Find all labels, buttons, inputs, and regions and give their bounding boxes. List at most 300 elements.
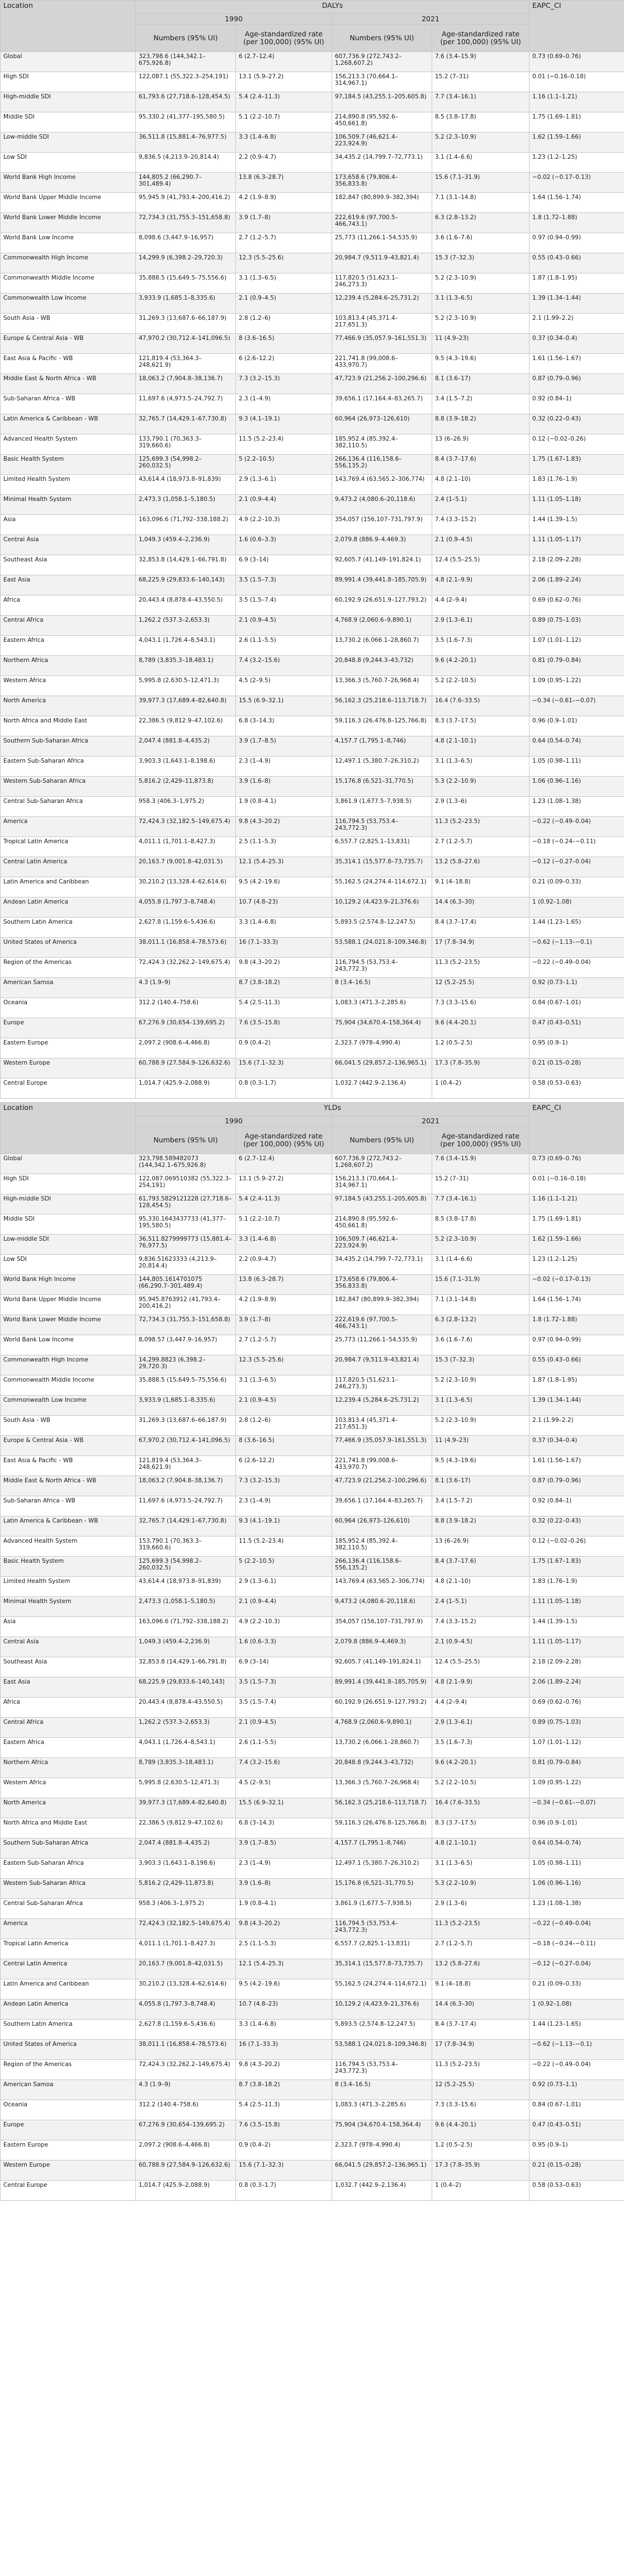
eapc-cell: 0.32 (0.22–0.43) — [530, 414, 624, 434]
numbers-2021-cell: 214,890.8 (95,592.6–450,661.8) — [332, 112, 432, 133]
rate-2021-cell: 3.4 (1.5–7.2) — [432, 394, 530, 414]
table-row — [1, 1315, 624, 1335]
location-cell: High SDI — [1, 72, 136, 92]
eapc-cell: 1.75 (1.67–1.83) — [530, 1557, 624, 1577]
table-row — [1, 1396, 624, 1416]
location-cell: Central Sub-Saharan Africa — [1, 797, 136, 817]
eapc-cell: 1.75 (1.69–1.81) — [530, 112, 624, 133]
table-row — [1, 1899, 624, 1919]
numbers-2021-cell: 39,656.1 (17,164.4–83,265.7) — [332, 394, 432, 414]
numbers-1990-cell: 22,386.5 (9,812.9–47,102.6) — [136, 1818, 236, 1838]
table-row — [1, 1496, 624, 1516]
numbers-2021-cell: 60,192.9 (26,651.9–127,793.2) — [332, 595, 432, 616]
eapc-cell: 1.83 (1.76–1.9) — [530, 1577, 624, 1597]
numbers-1990-cell: 1,014.7 (425.9–2,088.9) — [136, 2181, 236, 2201]
rate-2021-cell: 16.4 (7.6–33.5) — [432, 696, 530, 716]
numbers-2021-cell: 116,794.5 (53,753.4–243,772.3) — [332, 2060, 432, 2080]
eapc-cell: 1.09 (0.95–1.22) — [530, 1778, 624, 1798]
rate-2021-cell: 17.3 (7.8–35.9) — [432, 1058, 530, 1079]
numbers-1990-cell: 4,055.8 (1,797.3–8,748.4) — [136, 2000, 236, 2020]
rate-1990-cell: 2.7 (1.2–5.7) — [236, 1335, 332, 1355]
rate-1990-cell: 5.4 (2.5–11.3) — [236, 2100, 332, 2120]
location-cell: Oceania — [1, 998, 136, 1018]
rate-header: Age-standardized rate (per 100,000) (95% UI) — [432, 1127, 530, 1154]
eapc-cell: 1.62 (1.59–1.66) — [530, 133, 624, 153]
table-row — [1, 1537, 624, 1557]
location-cell: Southern Sub-Saharan Africa — [1, 736, 136, 757]
table-row — [1, 1577, 624, 1597]
numbers-1990-cell: 4,011.1 (1,701.1–8,427.3) — [136, 837, 236, 857]
eapc-cell: 0.64 (0.54–0.74) — [530, 1838, 624, 1859]
rate-2021-cell: 9.1 (4–18.8) — [432, 1979, 530, 2000]
rate-1990-cell: 2.1 (0.9–4.4) — [236, 1597, 332, 1617]
eapc-cell: 0.87 (0.79–0.96) — [530, 374, 624, 394]
rate-1990-cell: 12.3 (5.5–25.6) — [236, 253, 332, 273]
numbers-1990-cell: 1,049.3 (459.4–2,236.9) — [136, 535, 236, 555]
numbers-1990-cell: 958.3 (406.3–1,975.2) — [136, 1899, 236, 1919]
rate-1990-cell: 13.8 (6.3–28.7) — [236, 173, 332, 193]
eapc-cell: 0.92 (0.84–1) — [530, 394, 624, 414]
rate-1990-cell: 7.3 (3.2–15.3) — [236, 374, 332, 394]
location-cell: Eastern Africa — [1, 636, 136, 656]
eapc-cell: 1.11 (1.05–1.18) — [530, 1597, 624, 1617]
table-row — [1, 273, 624, 294]
numbers-1990-cell: 4.3 (1.9–9) — [136, 978, 236, 998]
eapc-cell: 0.81 (0.79–0.84) — [530, 656, 624, 676]
table-row — [1, 314, 624, 334]
location-cell: Latin America & Caribbean - WB — [1, 1516, 136, 1537]
numbers-header: Numbers (95% UI) — [136, 1127, 236, 1154]
numbers-2021-cell: 106,509.7 (46,621.4–223,924.9) — [332, 133, 432, 153]
rate-1990-cell: 12.1 (5.4–25.3) — [236, 857, 332, 877]
numbers-2021-cell: 1,083.3 (471.3–2,285.6) — [332, 998, 432, 1018]
location-cell: North Africa and Middle East — [1, 1818, 136, 1838]
numbers-2021-cell: 10,129.2 (4,423.9–21,376.6) — [332, 2000, 432, 2020]
numbers-1990-cell: 2,097.2 (908.6–4,466.8) — [136, 2140, 236, 2161]
rate-2021-cell: 8.1 (3.6–17) — [432, 374, 530, 394]
numbers-2021-cell: 20,984.7 (9,511.9–43,821.4) — [332, 253, 432, 273]
table-row — [1, 72, 624, 92]
eapc-cell: −0.34 (−0.61–−0.07) — [530, 1798, 624, 1818]
eapc-header: EAPC_CI — [530, 1, 624, 52]
table-row — [1, 656, 624, 676]
numbers-1990-cell: 163,096.6 (71,792–338,188.2) — [136, 1617, 236, 1637]
rate-1990-cell: 8.7 (3.8–18.2) — [236, 978, 332, 998]
eapc-cell: 0.21 (0.15–0.28) — [530, 1058, 624, 1079]
table-row — [1, 133, 624, 153]
numbers-1990-cell: 8,789 (3,835.3–18,483.1) — [136, 1758, 236, 1778]
year-1990-header: 1990 — [136, 1116, 332, 1127]
numbers-1990-cell: 5,995.8 (2,630.5–12,471.3) — [136, 676, 236, 696]
eapc-cell: 1.23 (1.2–1.25) — [530, 153, 624, 173]
eapc-cell: 0.12 (−0.02–0.26) — [530, 1537, 624, 1557]
rate-1990-cell: 1.6 (0.6–3.3) — [236, 1637, 332, 1657]
numbers-2021-cell: 92,605.7 (41,149–191,824.1) — [332, 555, 432, 575]
numbers-1990-cell: 9,836.51623333 (4,213.9–20,814.4) — [136, 1255, 236, 1275]
rate-2021-cell: 9.5 (4.3–19.6) — [432, 354, 530, 374]
location-cell: Low-middle SDI — [1, 133, 136, 153]
table-row — [1, 716, 624, 736]
eapc-cell: −0.02 (−0.17–0.13) — [530, 173, 624, 193]
numbers-2021-cell: 8 (3.4–16.5) — [332, 978, 432, 998]
rate-1990-cell: 2.8 (1.2–6) — [236, 1416, 332, 1436]
location-cell: World Bank High Income — [1, 1275, 136, 1295]
numbers-2021-cell: 8 (3.4–16.5) — [332, 2080, 432, 2100]
numbers-2021-cell: 182,847 (80,899.9–382,394) — [332, 193, 432, 213]
numbers-2021-cell: 116,794.5 (53,753.4–243,772.3) — [332, 817, 432, 837]
numbers-2021-cell: 92,605.7 (41,149–191,824.1) — [332, 1657, 432, 1677]
rate-2021-cell: 17 (7.8–34.9) — [432, 938, 530, 958]
table-row — [1, 1778, 624, 1798]
rate-2021-cell: 3.1 (1.3–6.5) — [432, 1396, 530, 1416]
eapc-cell: 1.11 (1.05–1.17) — [530, 535, 624, 555]
eapc-cell: 0.73 (0.69–0.76) — [530, 52, 624, 72]
numbers-2021-cell: 56,162.3 (25,218.6–113,718.7) — [332, 1798, 432, 1818]
location-cell: Commonwealth High Income — [1, 253, 136, 273]
table-row — [1, 575, 624, 595]
eapc-header: EAPC_CI — [530, 1103, 624, 1154]
table-row — [1, 958, 624, 978]
numbers-1990-cell: 2,627.8 (1,159.6–5,436.6) — [136, 2020, 236, 2040]
numbers-2021-cell: 2,323.7 (978–4,990.4) — [332, 2140, 432, 2161]
location-cell: Southern Sub-Saharan Africa — [1, 1838, 136, 1859]
location-cell: Tropical Latin America — [1, 1939, 136, 1959]
rate-2021-cell: 11 (4.9–23) — [432, 334, 530, 354]
rate-2021-cell: 7.1 (3.1–14.8) — [432, 193, 530, 213]
rate-2021-cell: 2.7 (1.2–5.7) — [432, 837, 530, 857]
numbers-2021-cell: 55,162.5 (24,274.4–114,672.1) — [332, 1979, 432, 2000]
numbers-1990-cell: 36,511.8 (15,881.4–76,977.5) — [136, 133, 236, 153]
eapc-cell: 1.64 (1.56–1.74) — [530, 193, 624, 213]
eapc-cell: 1.39 (1.34–1.44) — [530, 1396, 624, 1416]
numbers-1990-cell: 11,697.6 (4,973.5–24,792.7) — [136, 394, 236, 414]
numbers-2021-cell: 77,466.9 (35,057.9–161,551.3) — [332, 1436, 432, 1456]
table-row — [1, 1235, 624, 1255]
rate-2021-cell: 8.3 (3.7–17.5) — [432, 1818, 530, 1838]
numbers-1990-cell: 39,977.3 (17,689.4–82,640.8) — [136, 696, 236, 716]
rate-1990-cell: 7.4 (3.2–15.6) — [236, 1758, 332, 1778]
eapc-cell: 2.18 (2.09–2.28) — [530, 1657, 624, 1677]
location-cell: American Samoa — [1, 2080, 136, 2100]
eapc-cell: −0.22 (−0.49–0.04) — [530, 817, 624, 837]
numbers-1990-cell: 4,055.8 (1,797.3–8,748.4) — [136, 897, 236, 918]
numbers-2021-cell: 4,157.7 (1,795.1–8,746) — [332, 736, 432, 757]
rate-1990-cell: 13.1 (5.9–27.2) — [236, 72, 332, 92]
rate-header: Age-standardized rate (per 100,000) (95% UI) — [432, 25, 530, 52]
numbers-2021-cell: 1,032.7 (442.9–2,136.4) — [332, 1079, 432, 1099]
rate-2021-cell: 4.8 (2.1–9.9) — [432, 1677, 530, 1698]
rate-1990-cell: 6.9 (3–14) — [236, 555, 332, 575]
numbers-2021-cell: 75,904 (34,670.4–158,364.4) — [332, 2120, 432, 2140]
numbers-2021-cell: 97,184.5 (43,255.1–205,605.8) — [332, 1194, 432, 1214]
rate-2021-cell: 4.8 (2.1–10) — [432, 475, 530, 495]
rate-1990-cell: 4.9 (2.2–10.3) — [236, 1617, 332, 1637]
numbers-1990-cell: 38,011.1 (16,858.4–78,573.6) — [136, 938, 236, 958]
eapc-cell: 1.39 (1.34–1.44) — [530, 294, 624, 314]
location-cell: Western Africa — [1, 676, 136, 696]
rate-2021-cell: 15.6 (7.1–31.9) — [432, 173, 530, 193]
eapc-cell: 0.87 (0.79–0.96) — [530, 1476, 624, 1496]
numbers-2021-cell: 354,057 (156,107–731,797.9) — [332, 1617, 432, 1637]
location-cell: Andean Latin America — [1, 897, 136, 918]
numbers-1990-cell: 144,805.1614701075 (66,290.7–301,489.4) — [136, 1275, 236, 1295]
rate-2021-cell: 5.2 (2.2–10.5) — [432, 676, 530, 696]
numbers-2021-cell: 66,041.5 (29,857.2–136,965.1) — [332, 1058, 432, 1079]
numbers-2021-cell: 185,952.4 (85,392.4–382,110.5) — [332, 1537, 432, 1557]
numbers-2021-cell: 607,736.9 (272,743.2–1,268,607.2) — [332, 1154, 432, 1174]
location-cell: South Asia - WB — [1, 314, 136, 334]
rate-1990-cell: 3.3 (1.4–6.8) — [236, 2020, 332, 2040]
table-row — [1, 1295, 624, 1315]
eapc-cell: 1.05 (0.98–1.11) — [530, 1859, 624, 1879]
rate-1990-cell: 5.4 (2.4–11.3) — [236, 1194, 332, 1214]
rate-1990-cell: 13.1 (5.9–27.2) — [236, 1174, 332, 1194]
table-row — [1, 374, 624, 394]
location-cell: Central Latin America — [1, 1959, 136, 1979]
location-cell: World Bank Lower Middle Income — [1, 1315, 136, 1335]
eapc-cell: 1.07 (1.01–1.12) — [530, 1738, 624, 1758]
rate-1990-cell: 3.5 (1.5–7.3) — [236, 1677, 332, 1698]
rate-1990-cell: 5.1 (2.2–10.7) — [236, 112, 332, 133]
location-cell: Commonwealth Middle Income — [1, 1376, 136, 1396]
rate-2021-cell: 5.2 (2.3–10.9) — [432, 1416, 530, 1436]
eapc-cell: 0.37 (0.34–0.4) — [530, 1436, 624, 1456]
numbers-2021-cell: 5,893.5 (2,574.8–12,247.5) — [332, 2020, 432, 2040]
numbers-2021-cell: 35,314.1 (15,577.8–73,735.7) — [332, 1959, 432, 1979]
table-row — [1, 475, 624, 495]
eapc-cell: 0.21 (0.15–0.28) — [530, 2161, 624, 2181]
eapc-cell: 0.55 (0.43–0.66) — [530, 253, 624, 273]
numbers-2021-cell: 1,032.7 (442.9–2,136.4) — [332, 2181, 432, 2201]
table-row — [1, 455, 624, 475]
location-cell: Latin America and Caribbean — [1, 877, 136, 897]
numbers-2021-cell: 13,366.3 (5,760.7–26,968.4) — [332, 676, 432, 696]
rate-1990-cell: 2.2 (0.9–4.7) — [236, 1255, 332, 1275]
table-row — [1, 394, 624, 414]
rate-1990-cell: 3.9 (1.6–8) — [236, 777, 332, 797]
year-2021-header: 2021 — [332, 14, 530, 25]
eapc-cell: 1.23 (1.08–1.38) — [530, 797, 624, 817]
numbers-2021-cell: 60,964 (26,973–126,610) — [332, 1516, 432, 1537]
rate-1990-cell: 2.5 (1.1–5.3) — [236, 1939, 332, 1959]
numbers-1990-cell: 2,047.4 (881.8–4,435.2) — [136, 736, 236, 757]
table-row — [1, 434, 624, 455]
eapc-cell: −0.02 (−0.17–0.13) — [530, 1275, 624, 1295]
numbers-1990-cell: 95,945.8763912 (41,793.4–200,416.2) — [136, 1295, 236, 1315]
rate-2021-cell: 4.8 (2.1–10) — [432, 1577, 530, 1597]
numbers-1990-cell: 1,262.2 (537.3–2,653.3) — [136, 1718, 236, 1738]
eapc-cell: −0.12 (−0.27–0.04) — [530, 857, 624, 877]
rate-2021-cell: 2.1 (0.9–4.5) — [432, 535, 530, 555]
table-row — [1, 1919, 624, 1939]
rate-1990-cell: 10.7 (4.8–23) — [236, 2000, 332, 2020]
table-row — [1, 1436, 624, 1456]
eapc-cell: 0.89 (0.75–1.03) — [530, 616, 624, 636]
eapc-cell: 0.47 (0.43–0.51) — [530, 2120, 624, 2140]
rate-1990-cell: 4.5 (2–9.5) — [236, 1778, 332, 1798]
rate-1990-cell: 7.4 (3.2–15.6) — [236, 656, 332, 676]
numbers-1990-cell: 31,269.3 (13,687.6–66,187.9) — [136, 314, 236, 334]
location-cell: Limited Health System — [1, 475, 136, 495]
numbers-2021-cell: 116,794.5 (53,753.4–243,772.3) — [332, 958, 432, 978]
numbers-1990-cell: 68,225.9 (29,833.6–140,143) — [136, 1677, 236, 1698]
numbers-1990-cell: 32,853.8 (14,429.1–66,791.8) — [136, 1657, 236, 1677]
rate-1990-cell: 3.3 (1.4–6.8) — [236, 1235, 332, 1255]
numbers-2021-cell: 20,848.8 (9,244.3–43,732) — [332, 1758, 432, 1778]
rate-1990-cell: 2.6 (1.1–5.5) — [236, 1738, 332, 1758]
rate-2021-cell: 3.1 (1.4–6.6) — [432, 1255, 530, 1275]
rate-1990-cell: 2.3 (1–4.9) — [236, 1496, 332, 1516]
location-cell: Eastern Europe — [1, 2140, 136, 2161]
numbers-1990-cell: 95,945.9 (41,793.4–200,416.2) — [136, 193, 236, 213]
table-row — [1, 2181, 624, 2201]
location-cell: Central Europe — [1, 1079, 136, 1099]
numbers-2021-cell: 75,904 (34,670.4–158,364.4) — [332, 1018, 432, 1038]
table-row — [1, 938, 624, 958]
table-row — [1, 1456, 624, 1476]
rate-2021-cell: 3.1 (1.4–6.6) — [432, 153, 530, 173]
table-row — [1, 2020, 624, 2040]
eapc-cell: 1.06 (0.96–1.16) — [530, 777, 624, 797]
numbers-2021-cell: 103,813.4 (45,371.4–217,651.3) — [332, 1416, 432, 1436]
numbers-header: Numbers (95% UI) — [332, 1127, 432, 1154]
eapc-cell: 0.95 (0.9–1) — [530, 1038, 624, 1058]
numbers-2021-cell: 173,658.6 (79,806.4–356,833.8) — [332, 1275, 432, 1295]
numbers-1990-cell: 8,789 (3,835.3–18,483.1) — [136, 656, 236, 676]
rate-2021-cell: 3.1 (1.3–6.5) — [432, 757, 530, 777]
numbers-2021-cell: 34,435.2 (14,799.7–72,773.1) — [332, 1255, 432, 1275]
numbers-1990-cell: 4.3 (1.9–9) — [136, 2080, 236, 2100]
rate-2021-cell: 3.4 (1.5–7.2) — [432, 1496, 530, 1516]
rate-1990-cell: 0.9 (0.4–2) — [236, 2140, 332, 2161]
numbers-2021-cell: 55,162.5 (24,274.4–114,672.1) — [332, 877, 432, 897]
numbers-1990-cell: 32,853.8 (14,429.1–66,791.8) — [136, 555, 236, 575]
location-cell: Africa — [1, 1698, 136, 1718]
numbers-1990-cell: 121,819.4 (53,364.3–248,621.9) — [136, 354, 236, 374]
rate-1990-cell: 3.5 (1.5–7.3) — [236, 575, 332, 595]
location-cell: Central Sub-Saharan Africa — [1, 1899, 136, 1919]
rate-2021-cell: 8.8 (3.9–18.2) — [432, 414, 530, 434]
location-cell: America — [1, 1919, 136, 1939]
eapc-cell: 0.73 (0.69–0.76) — [530, 1154, 624, 1174]
rate-1990-cell: 4.5 (2–9.5) — [236, 676, 332, 696]
eapc-cell: 0.96 (0.9–1.01) — [530, 716, 624, 736]
numbers-2021-cell: 6,557.7 (2,825.1–13,831) — [332, 837, 432, 857]
eapc-cell: 0.69 (0.62–0.76) — [530, 1698, 624, 1718]
eapc-cell: −0.22 (−0.49–0.04) — [530, 2060, 624, 2080]
rate-2021-cell: 14.4 (6.3–30) — [432, 897, 530, 918]
rate-2021-cell: 13.2 (5.8–27.6) — [432, 857, 530, 877]
location-cell: High-middle SDI — [1, 1194, 136, 1214]
rate-2021-cell: 9.1 (4–18.8) — [432, 877, 530, 897]
location-cell: Africa — [1, 595, 136, 616]
eapc-cell: 1.44 (1.23–1.65) — [530, 2020, 624, 2040]
numbers-2021-cell: 15,176.8 (6,521–31,770.5) — [332, 777, 432, 797]
eapc-cell: 2.18 (2.09–2.28) — [530, 555, 624, 575]
eapc-cell: −0.62 (−1.13–−0.1) — [530, 2040, 624, 2060]
numbers-1990-cell: 312.2 (140.4–758.6) — [136, 998, 236, 1018]
table-row — [1, 817, 624, 837]
rate-2021-cell: 17 (7.8–34.9) — [432, 2040, 530, 2060]
numbers-1990-cell: 153,790.1 (70,363.3–319,660.6) — [136, 1537, 236, 1557]
rate-2021-cell: 15.3 (7–32.3) — [432, 1355, 530, 1376]
eapc-cell: −0.18 (−0.24–−0.11) — [530, 837, 624, 857]
numbers-2021-cell: 20,984.7 (9,511.9–43,821.4) — [332, 1355, 432, 1376]
eapc-cell: 0.96 (0.9–1.01) — [530, 1818, 624, 1838]
location-cell: Region of the Americas — [1, 2060, 136, 2080]
numbers-1990-cell: 121,819.4 (53,364.3–248,621.9) — [136, 1456, 236, 1476]
numbers-1990-cell: 9,836.5 (4,213.9–20,814.4) — [136, 153, 236, 173]
numbers-1990-cell: 67,970.2 (30,712.4–141,096.5) — [136, 1436, 236, 1456]
rate-2021-cell: 3.6 (1.6–7.6) — [432, 1335, 530, 1355]
numbers-1990-cell: 72,734.3 (31,755.3–151,658.8) — [136, 213, 236, 233]
rate-2021-cell: 2.9 (1.3–6) — [432, 1899, 530, 1919]
numbers-1990-cell: 4,043.1 (1,726.4–8,543.1) — [136, 636, 236, 656]
rate-2021-cell: 11.3 (5.2–23.5) — [432, 2060, 530, 2080]
numbers-2021-cell: 13,730.2 (6,066.1–28,860.7) — [332, 1738, 432, 1758]
location-cell: World Bank Lower Middle Income — [1, 213, 136, 233]
eapc-cell: 1.09 (0.95–1.22) — [530, 676, 624, 696]
location-cell: Tropical Latin America — [1, 837, 136, 857]
numbers-1990-cell: 3,903.3 (1,643.1–8,198.6) — [136, 757, 236, 777]
numbers-2021-cell: 2,323.7 (978–4,990.4) — [332, 1038, 432, 1058]
numbers-2021-cell: 4,768.9 (2,060.6–9,890.1) — [332, 1718, 432, 1738]
rate-2021-cell: 17.3 (7.8–35.9) — [432, 2161, 530, 2181]
rate-2021-cell: 7.4 (3.3–15.2) — [432, 515, 530, 535]
numbers-2021-cell: 89,991.4 (39,441.8–185,705.9) — [332, 575, 432, 595]
location-cell: Middle East & North Africa - WB — [1, 374, 136, 394]
rate-2021-cell: 2.1 (0.9–4.5) — [432, 1637, 530, 1657]
numbers-2021-cell: 12,497.1 (5,380.7–26,310.2) — [332, 757, 432, 777]
rate-2021-cell: 8.1 (3.6–17) — [432, 1476, 530, 1496]
rate-2021-cell: 12 (5.2–25.5) — [432, 978, 530, 998]
rate-2021-cell: 7.1 (3.1–14.8) — [432, 1295, 530, 1315]
table-row — [1, 2000, 624, 2020]
table-row — [1, 1859, 624, 1879]
numbers-1990-cell: 3,933.9 (1,685.1–8,335.6) — [136, 1396, 236, 1416]
table-row — [1, 897, 624, 918]
location-cell: Limited Health System — [1, 1577, 136, 1597]
numbers-1990-cell: 2,473.3 (1,058.1–5,180.5) — [136, 495, 236, 515]
numbers-1990-cell: 30,210.2 (13,328.4–62,614.6) — [136, 877, 236, 897]
location-cell: Low SDI — [1, 153, 136, 173]
location-cell: Western Europe — [1, 1058, 136, 1079]
rate-1990-cell: 2.1 (0.9–4.5) — [236, 616, 332, 636]
rate-1990-cell: 12.1 (5.4–25.3) — [236, 1959, 332, 1979]
table-row — [1, 2140, 624, 2161]
rate-2021-cell: 8.8 (3.9–18.2) — [432, 1516, 530, 1537]
rate-1990-cell: 2.3 (1–4.9) — [236, 394, 332, 414]
numbers-1990-cell: 2,097.2 (908.6–4,466.8) — [136, 1038, 236, 1058]
rate-2021-cell: 5.2 (2.3–10.9) — [432, 1235, 530, 1255]
numbers-2021-cell: 53,588.1 (24,021.8–109,346.8) — [332, 2040, 432, 2060]
table-row — [1, 978, 624, 998]
location-cell: Advanced Health System — [1, 1537, 136, 1557]
numbers-2021-cell: 116,794.5 (53,753.4–243,772.3) — [332, 1919, 432, 1939]
rate-1990-cell: 2.1 (0.9–4.5) — [236, 1718, 332, 1738]
numbers-1990-cell: 72,424.3 (32,262.2–149,675.4) — [136, 958, 236, 978]
location-cell: East Asia — [1, 575, 136, 595]
location-cell: High SDI — [1, 1174, 136, 1194]
table-row — [1, 1516, 624, 1537]
table-row — [1, 253, 624, 273]
table-row — [1, 736, 624, 757]
rate-2021-cell: 14.4 (6.3–30) — [432, 2000, 530, 2020]
table-row — [1, 1335, 624, 1355]
rate-2021-cell: 5.2 (2.3–10.9) — [432, 133, 530, 153]
location-cell: Europe & Central Asia - WB — [1, 1436, 136, 1456]
numbers-1990-cell: 72,734.3 (31,755.3–151,658.8) — [136, 1315, 236, 1335]
